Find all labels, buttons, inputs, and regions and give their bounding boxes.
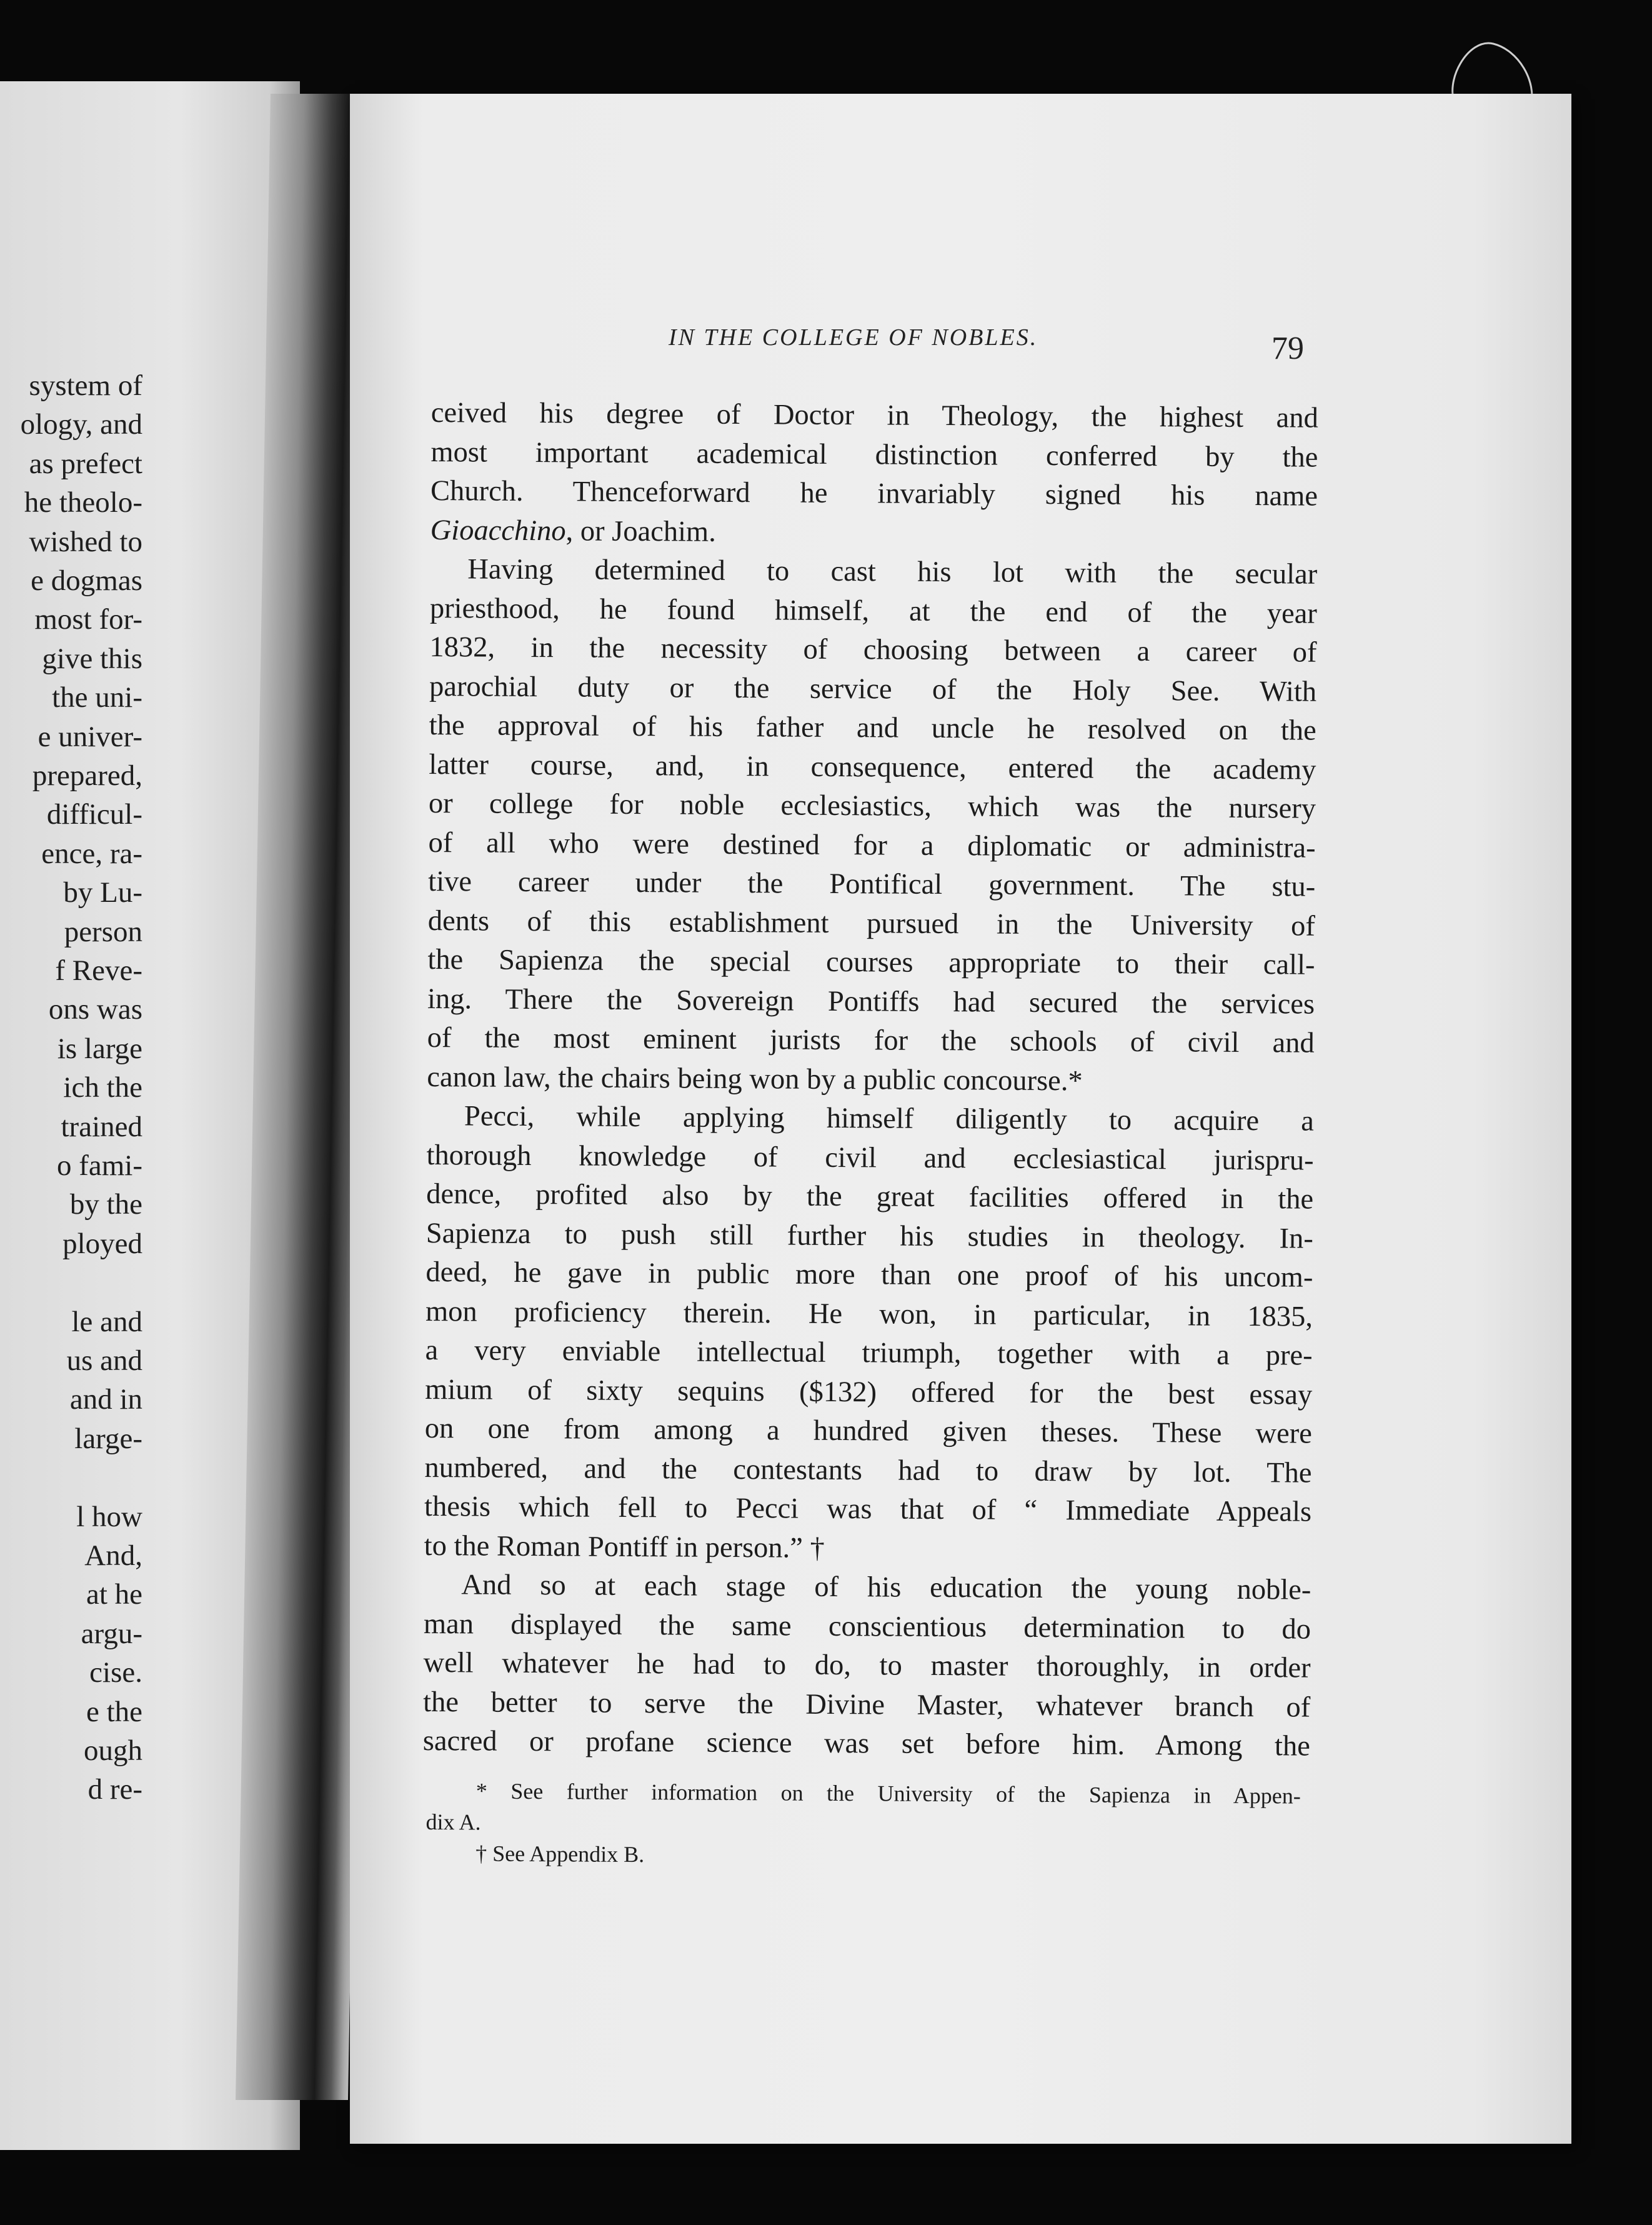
- footnote-line: dix A.: [425, 1809, 481, 1835]
- left-page-text-fragment: trained: [61, 1110, 142, 1143]
- text-line: priesthood, he found himself, at the end of the year: [429, 592, 1318, 630]
- text-line: Pecci, while applying himself diligently to acquire a: [464, 1100, 1315, 1138]
- text-line: And so at each stage of his education the young noble-: [461, 1569, 1311, 1606]
- footnote-line: † See Appendix B.: [475, 1841, 645, 1868]
- text-line: tive career under the Pontifical government. The stu-: [428, 865, 1316, 903]
- footnotes: [425, 1775, 1301, 1874]
- text-line: numbered, and the contestants had to draw by lot. The: [424, 1451, 1312, 1489]
- left-page-text-fragment: by Lu-: [63, 876, 142, 909]
- left-page-text-fragment: as prefect: [29, 447, 142, 480]
- text-line: thesis which fell to Pecci was that of “ Immediate Appeals: [424, 1490, 1312, 1528]
- text-line: of the most eminent jurists for the schools of civil and: [427, 1021, 1315, 1059]
- left-page-text-fragment: difficul-: [46, 798, 142, 831]
- text-line: the Sapienza the special courses appropriate to their call-: [427, 943, 1315, 981]
- left-page-text-fragment: give this: [42, 642, 142, 675]
- text-line: man displayed the same conscientious determination to do: [423, 1608, 1311, 1646]
- left-page-text-fragment: the uni-: [52, 681, 142, 714]
- footnote-line: * See further information on the University of the Sapienza in Appen-: [475, 1778, 1301, 1809]
- text-line: mium of sixty sequins ($132) offered for the best essay: [425, 1373, 1313, 1411]
- text-line: sacred or profane science was set before him. Among the: [422, 1724, 1310, 1762]
- text-line: to the Roman Pontiff in person.” †: [424, 1529, 825, 1564]
- left-page-text-fragment: ons was: [48, 993, 142, 1026]
- text-line: deed, he gave in public more than one proof of his uncom-: [425, 1256, 1313, 1294]
- text-line: 1832, in the necessity of choosing between a career of: [429, 631, 1317, 669]
- left-page-text-fragment: ence, ra-: [41, 837, 142, 870]
- left-page-text-fragment: d re-: [87, 1773, 142, 1806]
- left-page-text-fragment: l how: [76, 1500, 142, 1533]
- text-line: of all who were destined for a diplomatic or administra-: [428, 826, 1316, 864]
- left-page-text-fragment: wished to: [29, 525, 142, 558]
- text-line: Sapienza to push still further his studies in theology. In-: [425, 1217, 1313, 1255]
- left-page-text-fragment: ployed: [62, 1227, 142, 1260]
- text-line: thorough knowledge of civil and ecclesiastical jurispru-: [426, 1139, 1314, 1177]
- left-page-text-fragment: ough: [84, 1734, 142, 1767]
- left-page-text-fragment: large-: [74, 1422, 142, 1455]
- left-page-text-fragment: e univer-: [37, 720, 142, 753]
- left-page-text-fragment: by the: [69, 1188, 142, 1221]
- body-text: [423, 394, 1318, 1766]
- left-page-text-fragment: ology, and: [20, 408, 142, 441]
- text-line: a very enviable intellectual triumph, together with a pre-: [425, 1334, 1313, 1372]
- text-line: dence, profited also by the great facilities offered in the: [426, 1178, 1314, 1216]
- left-page-text-fragment: And,: [84, 1539, 142, 1572]
- page-number: 79: [1271, 331, 1304, 366]
- left-page-text-fragment: cise.: [89, 1656, 142, 1689]
- text-line: ing. There the Sovereign Pontiffs had secured the services: [427, 982, 1315, 1021]
- left-page-text-fragment: f Reve-: [55, 954, 142, 987]
- text-line: canon law, the chairs being won by a public concourse.*: [427, 1061, 1083, 1097]
- text-line: or college for noble ecclesiastics, which was the nursery: [428, 787, 1316, 825]
- text-line: the better to serve the Divine Master, whatever branch of: [423, 1686, 1311, 1724]
- text-line: [430, 511, 1317, 555]
- left-page-text-fragment: us and: [66, 1344, 142, 1377]
- text-line: parochial duty or the service of the Holy See. With: [429, 670, 1317, 708]
- left-page-text-fragment: system of: [29, 369, 142, 402]
- left-page-text-fragment: most for-: [34, 603, 142, 636]
- text-line: Having determined to cast his lot with the secular: [467, 553, 1318, 591]
- text-line: latter course, and, in consequence, entered the academy: [429, 748, 1316, 786]
- left-page-text-fragment: le and: [71, 1305, 142, 1338]
- left-page-text-fragment: at he: [86, 1578, 142, 1611]
- left-page-text-fragment: prepared,: [32, 759, 142, 792]
- text-line: Church. Thenceforward he invariably signed his name: [430, 474, 1318, 512]
- text-fragment: , or Joachim.: [565, 514, 716, 548]
- left-page-text-fragment: e the: [86, 1695, 142, 1728]
- left-page-text-fragment: argu-: [81, 1617, 142, 1650]
- text-line: most important academical distinction conferred by the: [430, 436, 1318, 474]
- left-page-text-fragment: person: [64, 915, 142, 948]
- text-line: ceived his degree of Doctor in Theology, the highest and: [430, 396, 1318, 434]
- text-line: the approval of his father and uncle he resolved on the: [429, 709, 1316, 747]
- left-page-text-fragment: e dogmas: [31, 564, 142, 597]
- left-page-text-fragment: ich the: [63, 1071, 142, 1104]
- left-page-text-fragment: is large: [57, 1032, 142, 1065]
- running-head: IN THE COLLEGE OF NOBLES.: [669, 324, 1038, 351]
- text-line: dents of this establishment pursued in the University of: [427, 904, 1315, 942]
- left-page-text-fragment: he theolo-: [24, 486, 142, 519]
- left-page-text-fragment: and in: [69, 1383, 142, 1416]
- text-line: well whatever he had to do, to master thoroughly, in order: [423, 1646, 1311, 1684]
- text-line: mon proficiency therein. He won, in particular, in 1835,: [425, 1295, 1313, 1333]
- left-page-text-fragment: o fami-: [56, 1149, 142, 1182]
- italic-name: Gioacchino: [430, 514, 566, 547]
- text-line: on one from among a hundred given theses. These were: [424, 1412, 1313, 1450]
